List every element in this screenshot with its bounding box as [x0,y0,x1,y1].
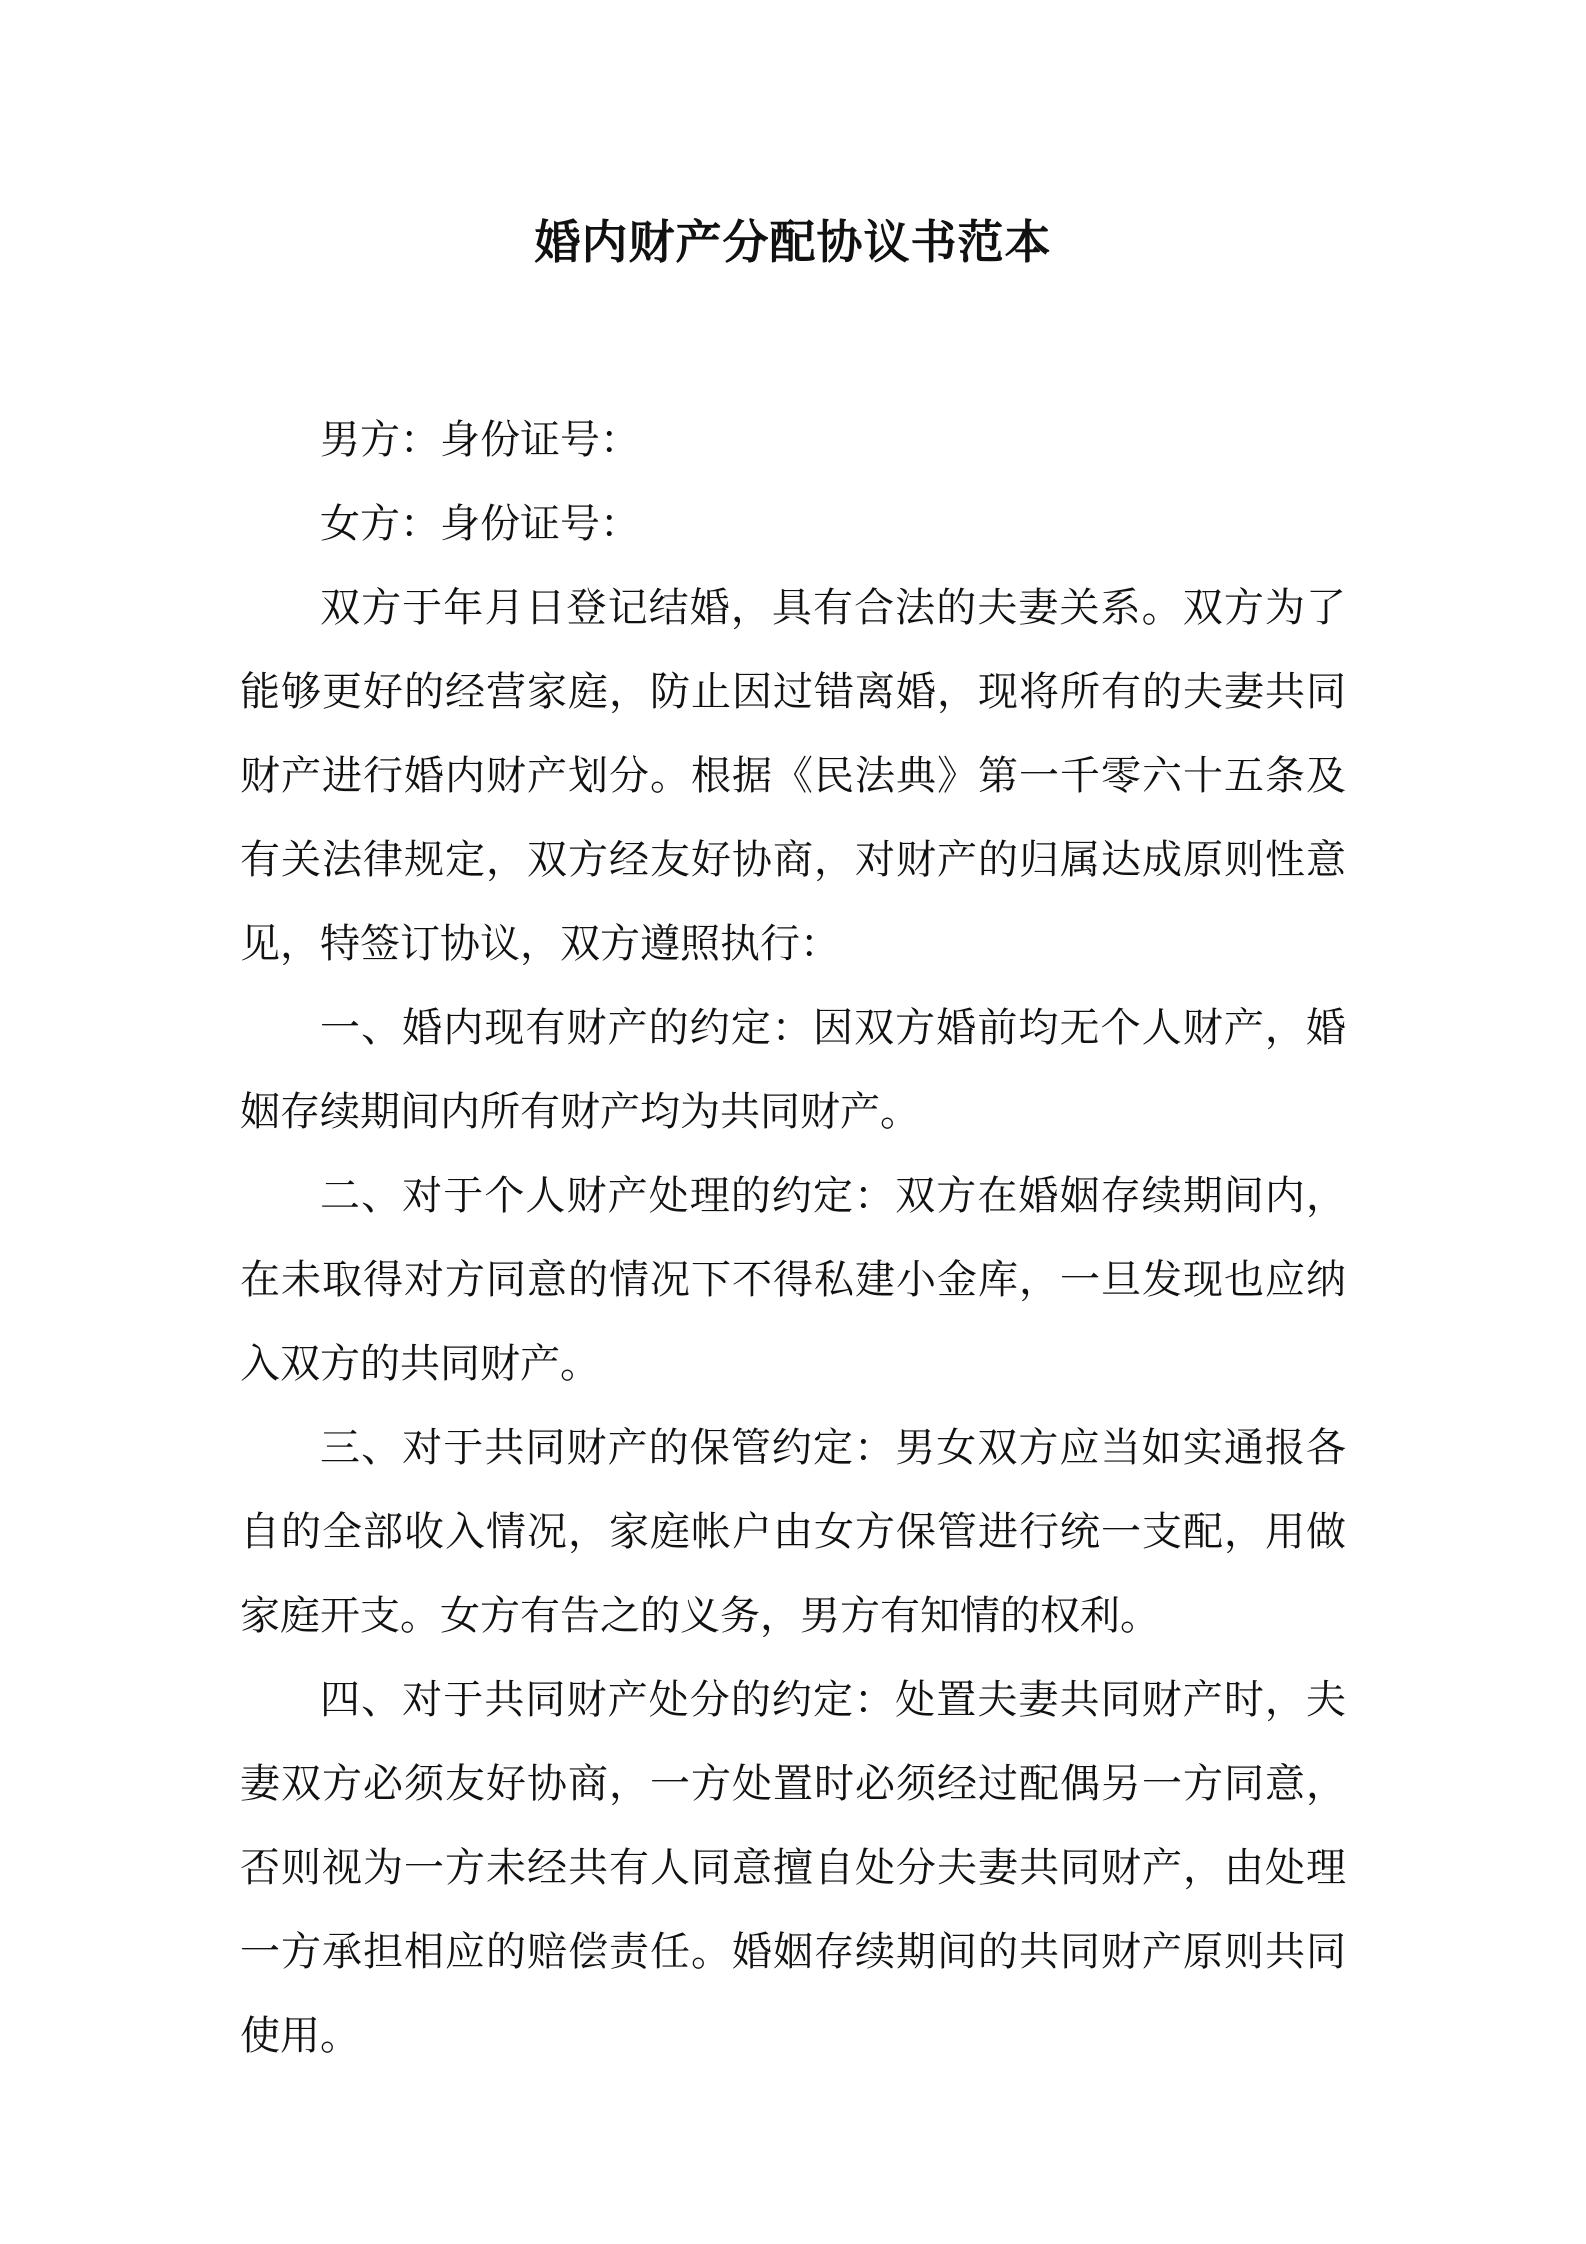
clause-paragraph: 三、对于共同财产的保管约定：男女双方应当如实通报各自的全部收入情况，家庭帐户由女方保管进行统一支配，用做家庭开支。女方有告之的义务，男方有知情的权利。 [240,1425,1346,1639]
document-title: 婚内财产分配协议书范本 [534,215,1052,269]
party-male-line: 男方：身份证号： [320,417,640,463]
clause-paragraph: 四、对于共同财产处分的约定：处置夫妻共同财产时，夫妻双方必须友好协商，一方处置时必须经过配偶另一方同意，否则视为一方未经共有人同意擅自处分夫妻共同财产，由处理一方承担相应的赔偿责任。婚姻存续期间的共同财产原则共同使用。 [240,1677,1346,2059]
clause-paragraph: 二、对于个人财产处理的约定：双方在婚姻存续期间内，在未取得对方同意的情况下不得私建小金库，一旦发现也应纳入双方的共同财产。 [240,1173,1346,1387]
party-female-line: 女方：身份证号： [320,501,640,547]
intro-paragraph: 双方于年月日登记结婚，具有合法的夫妻关系。双方为了能够更好的经营家庭，防止因过错离婚，现将所有的夫妻共同财产进行婚内财产划分。根据《民法典》第一千零六十五条及有关法律规定，双方经友好协商，对财产的归属达成原则性意见，特签订协议，双方遵照执行： [240,585,1346,967]
clause-paragraph: 一、婚内现有财产的约定：因双方婚前均无个人财产，婚姻存续期间内所有财产均为共同财产。 [240,1005,1346,1135]
document-body [240,398,1346,2078]
